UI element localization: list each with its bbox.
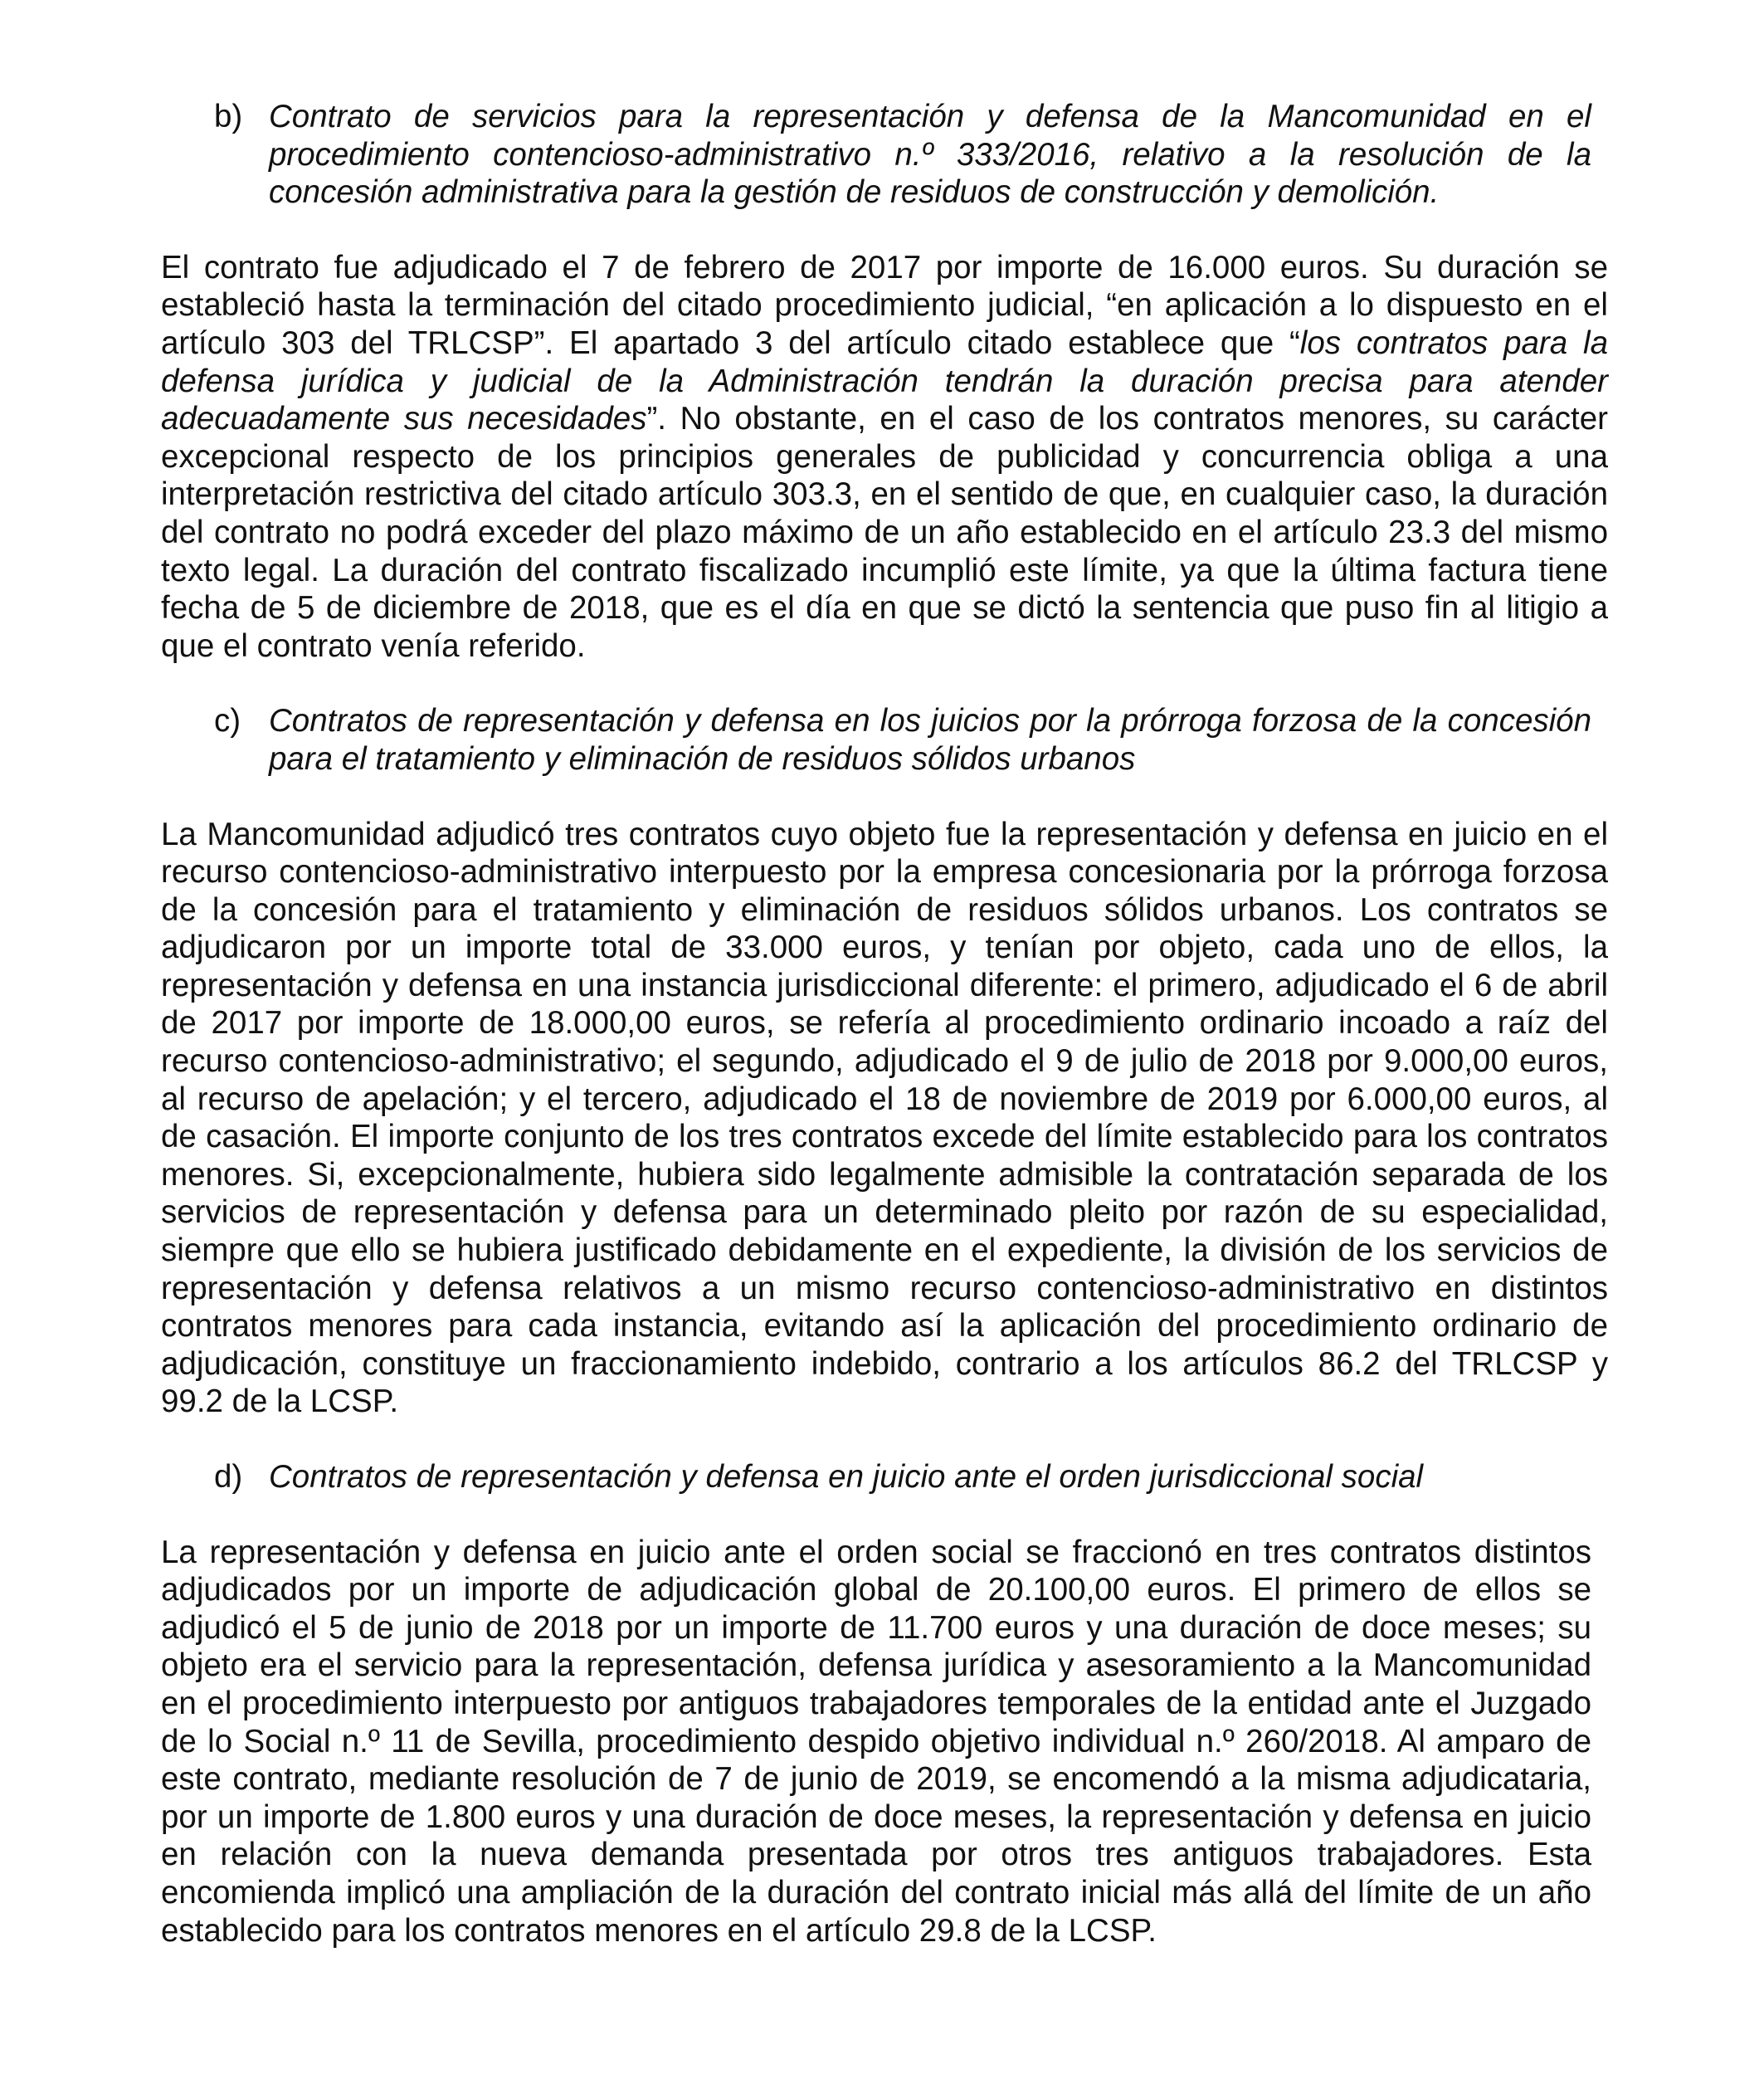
- document-page: [161, 98, 1608, 1950]
- paragraph-b-part2: ”. No obstante, en el caso de los contratos menores, su carácter excepcional respecto de los principios generales de publicidad y concurrencia obliga a una interpretación restrictiva del citado artículo 303.3, en el sentido de que, en cualquier caso, la duración del contrato no podrá exceder del plazo máximo de un año establecido en el artículo 23.3 del mismo texto legal. La duración del contrato fiscalizado incumplió este límite, ya que la última factura tiene fecha de 5 de diciembre de 2018, que es el día en que se dictó la sentencia que puso fin al litigio a que el contrato venía referido.: [161, 401, 1608, 664]
- section-d-marker: d): [214, 1459, 243, 1495]
- paragraph-d: La representación y defensa en juicio ante el orden social se fraccionó en tres contratos distintos adjudicados por un importe de adjudicación global de 20.100,00 euros. El primero de ellos se adjudicó el 5 de junio de 2018 por un importe de 11.700 euros y una duración de doce meses; su objeto era el servicio para la representación, defensa jurídica y asesoramiento a la Mancomunidad en el procedimiento interpuesto por antiguos trabajadores temporales de la entidad ante el Juzgado de lo Social n.º 11 de Sevilla, procedimiento despido objetivo individual n.º 260/2018. Al amparo de este contrato, mediante resolución de 7 de junio de 2019, se encomendó a la misma adjudicataria, por un importe de 1.800 euros y una duración de doce meses, la representación y defensa en juicio en relación con la nueva demanda presentada por otros tres antiguos trabajadores. Esta encomienda implicó una ampliación de la duración del contrato inicial más allá del límite de un año establecido para los contratos menores en el artículo 29.8 de la LCSP.: [161, 1534, 1591, 1949]
- section-c-heading: [214, 702, 1608, 778]
- paragraph-c: La Mancomunidad adjudicó tres contratos cuyo objeto fue la representación y defensa en juicio en el recurso contencioso-administrativo interpuesto por la empresa concesionaria por la prórroga forzosa de la concesión para el tratamiento y eliminación de residuos sólidos urbanos. Los contratos se adjudicaron por un importe total de 33.000 euros, y tenían por objeto, cada uno de ellos, la representación y defensa en una instancia jurisdiccional diferente: el primero, adjudicado el 6 de abril de 2017 por importe de 18.000,00 euros, se refería al procedimiento ordinario incoado a raíz del recurso contencioso-administrativo; el segundo, adjudicado el 9 de julio de 2018 por 9.000,00 euros, al recurso de apelación; y el tercero, adjudicado el 18 de noviembre de 2019 por 6.000,00 euros, al de casación. El importe conjunto de los tres contratos excede del límite establecido para los contratos menores. Si, excepcionalmente, hubiera sido legalmente admisible la contratación separada de los servicios de representación y defensa para un determinado pleito por razón de su especialidad, siempre que ello se hubiera justificado debidamente en el expediente, la división de los servicios de representación y defensa relativos a un mismo recurso contencioso-administrativo en distintos contratos menores para cada instancia, evitando así la aplicación del procedimiento ordinario de adjudicación, constituye un fraccionamiento indebido, contrario a los artículos 86.2 del TRLCSP y 99.2 de la LCSP.: [161, 816, 1608, 1420]
- paragraph-b-quote: los contratos para la defensa jurídica y judicial de la Administración tendrán la duración precisa para atender adecuadamente sus necesidades: [161, 325, 1608, 437]
- section-c-title: Contratos de representación y defensa en los juicios por la prórroga forzosa de la concesión para el tratamiento y eliminación de residuos sólidos urbanos: [269, 703, 1591, 777]
- section-c-marker: c): [214, 703, 241, 739]
- section-d-heading: [214, 1458, 1608, 1496]
- section-b-heading: [214, 98, 1608, 212]
- paragraph-b-part1: El contrato fue adjudicado el 7 de febrero de 2017 por importe de 16.000 euros. Su duración se estableció hasta la terminación del citado procedimiento judicial, “en aplicación a lo dispuesto en el artículo 303 del TRLCSP”. El apartado 3 del artículo citado establece que “: [161, 249, 1608, 361]
- paragraph-b: [161, 249, 1608, 666]
- section-b-title: Contrato de servicios para la representación y defensa de la Mancomunidad en el procedimiento contencioso-administrativo n.º 333/2016, relativo a la resolución de la concesión administrativa para la gestión de residuos de construcción y demolición.: [269, 99, 1591, 211]
- section-d-title: Contratos de representación y defensa en juicio ante el orden jurisdiccional social: [269, 1459, 1424, 1495]
- section-b-marker: b): [214, 99, 243, 134]
